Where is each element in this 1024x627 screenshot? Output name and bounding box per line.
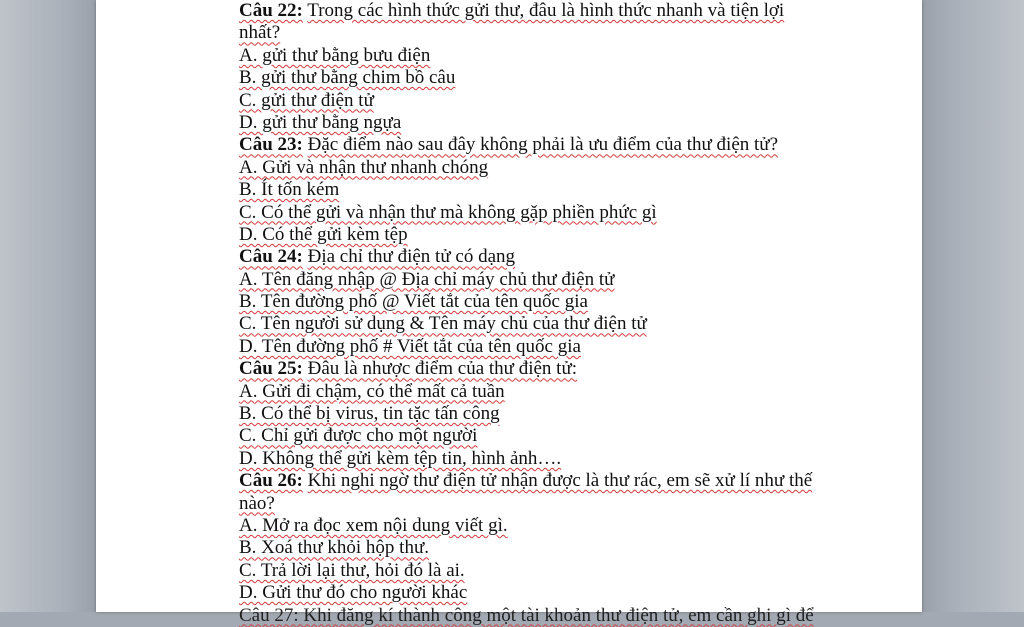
left-workspace-margin (0, 0, 96, 612)
option-text: C. Có thể gửi và nhận thư mà không gặp phiền phức gì (239, 201, 657, 223)
answer-option-b (239, 67, 879, 89)
answer-option-d (239, 224, 879, 246)
question-label: Câu 24: (239, 246, 303, 268)
question-line (239, 493, 879, 515)
option-text: D. Có thể gửi kèm tệp (239, 223, 408, 245)
option-text: A. Tên đăng nhập @ Địa chỉ máy chủ thư điện tử (239, 268, 615, 290)
answer-option-b (239, 403, 879, 425)
answer-option-c (239, 202, 879, 224)
question-text: Trong các hình thức gửi thư, đâu là hình thức nhanh và tiện lợi (307, 0, 785, 21)
question-text: Đâu là nhược điểm của thư điện tử: (307, 358, 578, 380)
question-text: Khi nghi ngờ thư điện tử nhận được là thư rác, em sẽ xử lí như thế (307, 470, 813, 492)
answer-option-c (239, 425, 879, 447)
answer-option-a (239, 515, 879, 537)
option-text: A. gửi thư bằng bưu điện (239, 44, 431, 66)
question-line (239, 470, 879, 492)
question-23 (239, 134, 879, 246)
question-label: Câu 23: (239, 134, 303, 156)
option-text: B. Có thể bị virus, tin tặc tấn công (239, 403, 500, 425)
answer-option-c (239, 90, 879, 112)
answer-option-d (239, 582, 879, 604)
question-text: nhất? (239, 22, 281, 44)
answer-option-c (239, 560, 879, 582)
answer-option-d (239, 112, 879, 134)
option-text: C. gửi thư điện tử (239, 89, 374, 111)
option-text: A. Gửi đi chậm, có thể mất cả tuần (239, 380, 505, 402)
question-line (239, 22, 879, 44)
option-text: B. Xoá thư khỏi hộp thư. (239, 537, 430, 559)
question-line (239, 0, 879, 22)
option-text: C. Tên người sử dụng & Tên máy chủ của thư điện tử (239, 313, 647, 335)
question-26 (239, 470, 879, 604)
answer-option-b (239, 537, 879, 559)
question-27-partial (239, 605, 879, 627)
answer-option-c (239, 313, 879, 335)
option-text: B. Tên đường phố @ Viết tắt của tên quốc gia (239, 291, 588, 313)
answer-option-a (239, 381, 879, 403)
right-workspace-margin (922, 0, 1024, 612)
answer-option-b (239, 179, 879, 201)
option-text: B. Ít tốn kém (239, 179, 340, 201)
option-text: C. Chỉ gửi được cho một người (239, 425, 478, 447)
question-label: Câu 26: (239, 470, 303, 492)
question-label: Câu 22: (239, 0, 303, 21)
document-body[interactable] (239, 0, 879, 627)
question-25 (239, 358, 879, 470)
question-label: Câu 25: (239, 358, 303, 380)
question-24 (239, 246, 879, 358)
question-text: Đặc điểm nào sau đây không phải là ưu điểm của thư điện tử? (307, 134, 779, 156)
answer-option-a (239, 269, 879, 291)
option-text: A. Mở ra đọc xem nội dung viết gì. (239, 514, 508, 536)
question-22 (239, 0, 879, 134)
question-line (239, 134, 879, 156)
option-text: D. Gửi thư đó cho người khác (239, 582, 468, 604)
option-text: B. gửi thư bằng chim bồ câu (239, 67, 456, 89)
option-text: A. Gửi và nhận thư nhanh chóng (239, 156, 489, 178)
question-text: Địa chỉ thư điện tử có dạng (307, 246, 516, 268)
answer-option-a (239, 45, 879, 67)
question-line (239, 358, 879, 380)
answer-option-d (239, 448, 879, 470)
option-text: D. Tên đường phố # Viết tắt của tên quốc gia (239, 335, 581, 357)
option-text: D. Không thể gửi kèm tệp tin, hình ảnh…. (239, 447, 562, 469)
answer-option-d (239, 336, 879, 358)
question-text: nào? (239, 492, 275, 514)
answer-option-a (239, 157, 879, 179)
answer-option-b (239, 291, 879, 313)
question-line (239, 246, 879, 268)
option-text: D. gửi thư bằng ngựa (239, 111, 402, 133)
option-text: C. Trả lời lại thư, hỏi đó là ai. (239, 559, 465, 581)
document-page[interactable] (96, 0, 922, 626)
question-text: Câu 27: Khi đăng kí thành công một tài khoản thư điện tử, em cần ghi gì để (239, 604, 814, 626)
